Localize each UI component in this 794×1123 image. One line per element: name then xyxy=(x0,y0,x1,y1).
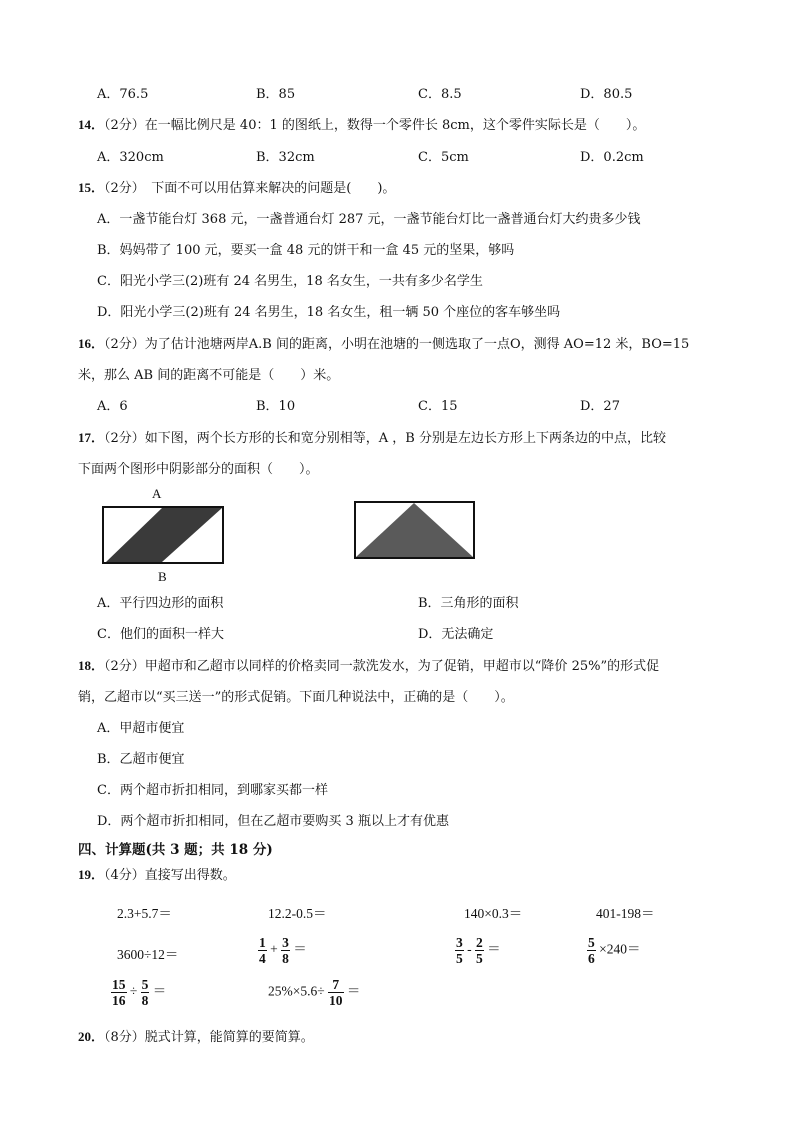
times-240: ×240＝ xyxy=(599,941,641,957)
figure-label-b: B xyxy=(158,569,167,584)
q18-option-b: B．乙超市便宜 xyxy=(97,752,185,767)
q16-stem-line2: 米，那么 AB 间的距离不可能是（ ）米。 xyxy=(78,368,340,383)
q18-text: （2分）甲超市和乙超市以同样的价格卖同一款洗发水，为了促销，甲超市以“降价 25%”的形式促 xyxy=(104,659,660,674)
q17-option-b: B．三角形的面积 xyxy=(418,596,519,611)
q20-number: 20． xyxy=(78,1029,105,1044)
q17-option-a: A．平行四边形的面积 xyxy=(97,596,224,611)
q18-stem-line1 xyxy=(78,655,659,674)
fraction-3-5: $\frac{3}{5}$ xyxy=(456,935,463,966)
calc-item: 2.3+5.7＝ xyxy=(117,906,172,921)
q17-stem-line2: 下面两个图形中阴影部分的面积（ ）。 xyxy=(78,462,319,477)
calc-fraction-times xyxy=(587,935,641,966)
parallelogram-figure xyxy=(102,506,224,564)
q14-option-b: B．32cm xyxy=(256,150,315,165)
q14-option-c: C．5cm xyxy=(418,150,469,165)
q15-option-c: C．阳光小学三(2)班有 24 名男生，18 名女生，一共有多少名学生 xyxy=(97,274,483,289)
q18-option-a: A．甲超市便宜 xyxy=(97,721,185,736)
minus-sign: - xyxy=(467,941,472,957)
q17-option-d: D．无法确定 xyxy=(418,627,494,642)
q18-stem-line2: 销，乙超市以“买三送一”的形式促销。下面几种说法中，正确的是（ ）。 xyxy=(78,690,514,705)
calc-item: 401-198＝ xyxy=(596,906,655,921)
q19-number: 19． xyxy=(78,867,105,882)
plus-sign: + xyxy=(270,941,278,957)
q20-stem xyxy=(78,1026,314,1045)
q13-option-d: D．80.5 xyxy=(580,87,633,102)
q16-option-c: C．15 xyxy=(418,399,458,414)
q16-stem-line1 xyxy=(78,333,689,352)
q19-stem xyxy=(78,864,236,883)
fraction-3-8: $\frac{3}{8}$ xyxy=(282,935,289,966)
q17-option-c: C．他们的面积一样大 xyxy=(97,627,224,642)
calc-percent-expr xyxy=(268,977,360,1008)
shaded-triangle xyxy=(356,503,473,557)
q15-option-d: D．阳光小学三(2)班有 24 名男生，18 名女生，租一辆 50 个座位的客车够坐吗 xyxy=(97,305,561,320)
triangle-figure xyxy=(354,501,475,559)
q17-text: （2分）如下图，两个长方形的长和宽分别相等，A ，B 分别是左边长方形上下两条边的中点，比较 xyxy=(104,431,666,446)
q14-stem xyxy=(78,114,645,133)
q18-option-d: D．两个超市折扣相同，但在乙超市要购买 3 瓶以上才有优惠 xyxy=(97,814,449,829)
equals-sign: ＝ xyxy=(346,983,361,999)
q13-option-b: B．85 xyxy=(256,87,296,102)
q14-option-a: A．320cm xyxy=(97,150,164,165)
q15-text: （2分） 下面不可以用估算来解决的问题是( )。 xyxy=(104,181,396,196)
q20-text: （8分）脱式计算，能简算的要简算。 xyxy=(104,1030,314,1045)
q13-option-a: A．76.5 xyxy=(97,87,149,102)
q14-number: 14． xyxy=(78,117,105,132)
equals-sign: ＝ xyxy=(487,941,501,957)
q19-text: （4分）直接写出得数。 xyxy=(104,868,236,883)
q15-option-b: B．妈妈带了 100 元，要买一盒 48 元的饼干和一盒 45 元的坚果，够吗 xyxy=(97,243,515,258)
q18-number: 18． xyxy=(78,658,105,673)
q16-text: （2分）为了估计池塘两岸A.B 间的距离，小明在池塘的一侧选取了一点O，测得 AO=12 米，BO=15 xyxy=(104,337,690,352)
fraction-15-16: $\frac{15}{16}$ xyxy=(112,977,126,1008)
equals-sign: ＝ xyxy=(152,983,167,999)
percent-expression: 25%×5.6÷ xyxy=(268,983,325,999)
shaded-parallelogram xyxy=(106,508,222,562)
q13-option-c: C．8.5 xyxy=(418,87,462,102)
q18-option-c: C．两个超市折扣相同，到哪家买都一样 xyxy=(97,783,328,798)
fraction-5-6: $\frac{5}{6}$ xyxy=(588,935,595,966)
calc-item: 3600÷12＝ xyxy=(117,947,179,962)
figure-label-a: A xyxy=(152,486,162,501)
calc-fraction-diff xyxy=(455,935,501,966)
calc-fraction-sum xyxy=(258,935,307,966)
q15-stem xyxy=(78,177,395,196)
q16-option-b: B．10 xyxy=(256,399,296,414)
calc-item: 12.2-0.5＝ xyxy=(268,906,327,921)
q16-number: 16． xyxy=(78,336,105,351)
q15-option-a: A．一盏节能台灯 368 元，一盏普通台灯 287 元，一盏节能台灯比一盏普通台灯大约贵多少钱 xyxy=(97,212,641,227)
calc-fraction-div xyxy=(111,977,166,1008)
q16-option-d: D．27 xyxy=(580,399,620,414)
q16-option-a: A．6 xyxy=(97,399,128,414)
equals-sign: ＝ xyxy=(293,941,307,957)
q14-option-d: D．0.2cm xyxy=(580,150,644,165)
q17-number: 17． xyxy=(78,430,105,445)
q17-stem-line1 xyxy=(78,427,666,446)
fraction-1-4: $\frac{1}{4}$ xyxy=(259,935,266,966)
calc-item: 140×0.3＝ xyxy=(464,906,523,921)
q15-number: 15． xyxy=(78,180,105,195)
divide-sign: ÷ xyxy=(129,983,138,999)
q14-text: （2分）在一幅比例尺是 40：1 的图纸上，数得一个零件长 8cm，这个零件实际长是（ ）。 xyxy=(104,118,646,133)
section-4-title: 四、计算题(共 3 题；共 18 分) xyxy=(78,842,273,858)
fraction-5-8: $\frac{5}{8}$ xyxy=(141,977,149,1008)
fraction-2-5: $\frac{2}{5}$ xyxy=(476,935,483,966)
fraction-7-10: $\frac{7}{10}$ xyxy=(329,977,343,1008)
